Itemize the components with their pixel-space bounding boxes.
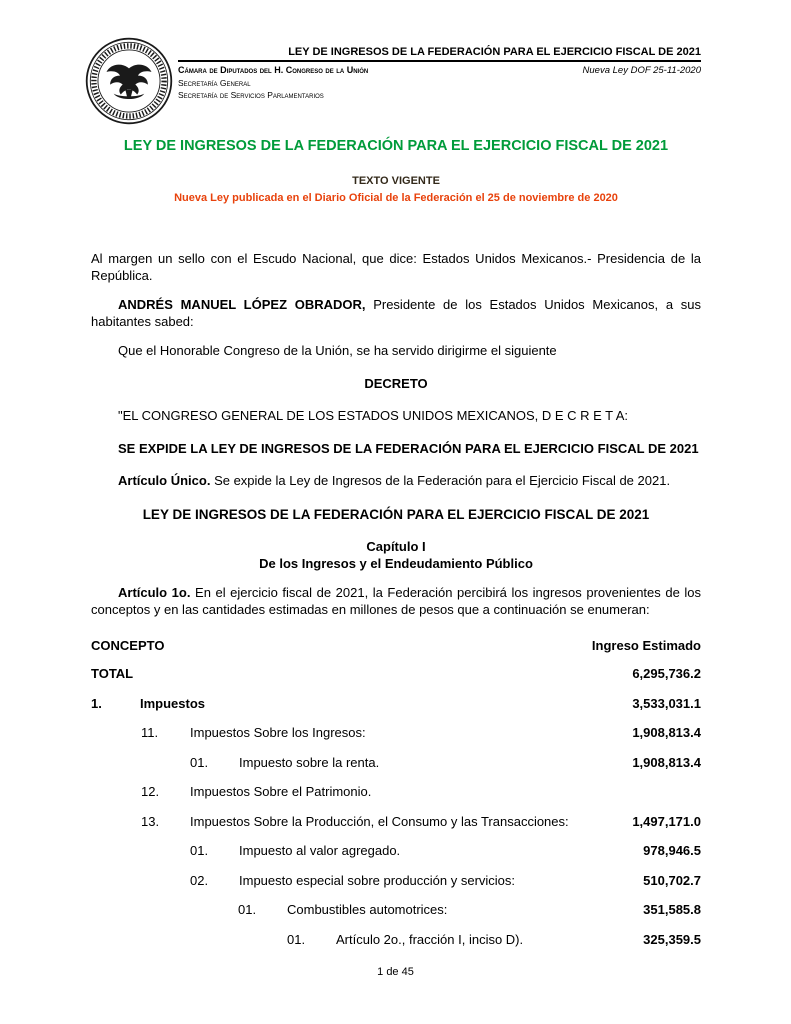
heading-se-expide: SE EXPIDE LA LEY DE INGRESOS DE LA FEDERACIÓN PARA EL EJERCICIO FISCAL DE 2021 bbox=[118, 440, 699, 456]
document-content bbox=[91, 138, 701, 948]
income-table bbox=[91, 638, 701, 948]
amount-column-header: Ingreso Estimado bbox=[591, 638, 701, 653]
row-number: 01. bbox=[287, 931, 306, 947]
row-label: Combustibles automotrices: bbox=[287, 902, 448, 917]
row-number: 1. bbox=[91, 695, 102, 711]
row-amount: 351,585.8 bbox=[643, 902, 701, 917]
row-amount: 1,908,813.4 bbox=[632, 754, 701, 770]
paragraph-presidente bbox=[91, 297, 701, 330]
chamber-label: Cámara de Diputados del H. Congreso de la Unión bbox=[178, 65, 369, 75]
table-row bbox=[91, 932, 701, 949]
articulo-1-label: Artículo 1o. bbox=[118, 585, 191, 600]
law-reference: Nueva Ley DOF 25-11-2020 bbox=[582, 65, 701, 76]
president-name: ANDRÉS MANUEL LÓPEZ OBRADOR, bbox=[118, 297, 366, 312]
status-line: TEXTO VIGENTE bbox=[352, 175, 440, 187]
row-amount: 3,533,031.1 bbox=[632, 695, 701, 711]
header-document-title: LEY DE INGRESOS DE LA FEDERACIÓN PARA EL EJERCICIO FISCAL DE 2021 bbox=[288, 46, 701, 58]
row-amount: 1,497,171.0 bbox=[632, 813, 701, 829]
paragraph-sello: Al margen un sello con el Escudo Nacional, que dice: Estados Unidos Mexicanos.- Presidencia de la República. bbox=[91, 251, 701, 283]
table-row bbox=[91, 873, 701, 890]
table-row bbox=[91, 814, 701, 831]
national-seal-logo bbox=[84, 36, 174, 126]
row-label: Impuestos Sobre el Patrimonio. bbox=[190, 784, 372, 799]
row-amount: 510,702.7 bbox=[643, 872, 701, 888]
paragraph-decreta: "EL CONGRESO GENERAL DE LOS ESTADOS UNIDOS MEXICANOS, D E C R E T A: bbox=[118, 408, 629, 423]
paragraph-articulo-1 bbox=[91, 585, 701, 618]
capitulo-subtitle: De los Ingresos y el Endeudamiento Público bbox=[259, 555, 533, 571]
row-number: 11. bbox=[141, 725, 159, 740]
main-title: LEY DE INGRESOS DE LA FEDERACIÓN PARA EL EJERCICIO FISCAL DE 2021 bbox=[123, 138, 669, 154]
row-number: 12. bbox=[141, 784, 160, 799]
row-number: 13. bbox=[141, 813, 160, 829]
paragraph-articulo-unico bbox=[91, 473, 701, 490]
header-meta-row bbox=[178, 65, 701, 76]
heading-ley: LEY DE INGRESOS DE LA FEDERACIÓN PARA EL EJERCICIO FISCAL DE 2021 bbox=[142, 506, 650, 522]
secretariat-general: Secretaría General bbox=[178, 78, 251, 88]
paragraph-congreso: Que el Honorable Congreso de la Unión, se ha servido dirigirme el siguiente bbox=[118, 343, 557, 358]
row-amount: 325,359.5 bbox=[643, 931, 701, 947]
row-label: Impuestos bbox=[140, 695, 206, 711]
concept-column-header: CONCEPTO bbox=[91, 638, 165, 653]
heading-capitulo bbox=[91, 539, 701, 572]
publication-line: Nueva Ley publicada en el Diario Oficial de la Federación el 25 de noviembre de 2020 bbox=[174, 192, 618, 204]
row-number: 01. bbox=[190, 754, 209, 770]
secretariat-servicios: Secretaría de Servicios Parlamentarios bbox=[178, 90, 324, 100]
articulo-unico-label: Artículo Único. bbox=[118, 473, 211, 488]
president-rest: Presidente de los Estados Unidos Mexicanos, a sus habitantes sabed: bbox=[91, 297, 701, 329]
page-header bbox=[178, 0, 701, 100]
eagle-seal-icon bbox=[84, 36, 174, 126]
row-label: TOTAL bbox=[91, 666, 134, 681]
table-header bbox=[91, 638, 701, 653]
articulo-1-rest: En el ejercicio fiscal de 2021, la Federación percibirá los ingresos provenientes de los conceptos y en las cantidades estimadas en millones de pesos que a continuación se enumeran: bbox=[91, 585, 701, 617]
table-row bbox=[91, 784, 701, 801]
table-row bbox=[91, 696, 701, 713]
table-row-total bbox=[91, 666, 701, 683]
row-number: 01. bbox=[190, 843, 209, 858]
table-row bbox=[91, 755, 701, 772]
row-amount: 978,946.5 bbox=[643, 843, 701, 858]
row-label: Impuesto al valor agregado. bbox=[239, 843, 401, 858]
page-number: 1 de 45 bbox=[377, 966, 414, 978]
row-label: Impuesto sobre la renta. bbox=[239, 754, 380, 770]
row-label: Impuestos Sobre la Producción, el Consumo y las Transacciones: bbox=[190, 813, 569, 829]
table-row bbox=[91, 843, 701, 860]
table-row bbox=[91, 725, 701, 742]
row-amount: 6,295,736.2 bbox=[632, 666, 701, 681]
row-label: Artículo 2o., fracción I, inciso D). bbox=[336, 931, 524, 947]
articulo-unico-rest: Se expide la Ley de Ingresos de la Federación para el Ejercicio Fiscal de 2021. bbox=[210, 473, 671, 488]
table-row bbox=[91, 902, 701, 919]
row-label: Impuestos Sobre los Ingresos: bbox=[190, 725, 366, 740]
heading-decreto: DECRETO bbox=[364, 375, 428, 391]
row-number: 01. bbox=[238, 902, 257, 917]
row-amount: 1,908,813.4 bbox=[632, 725, 701, 740]
row-label: Impuesto especial sobre producción y servicios: bbox=[239, 872, 516, 888]
row-number: 02. bbox=[190, 872, 209, 888]
capitulo-number: Capítulo I bbox=[366, 539, 426, 554]
header-rule bbox=[178, 60, 701, 62]
